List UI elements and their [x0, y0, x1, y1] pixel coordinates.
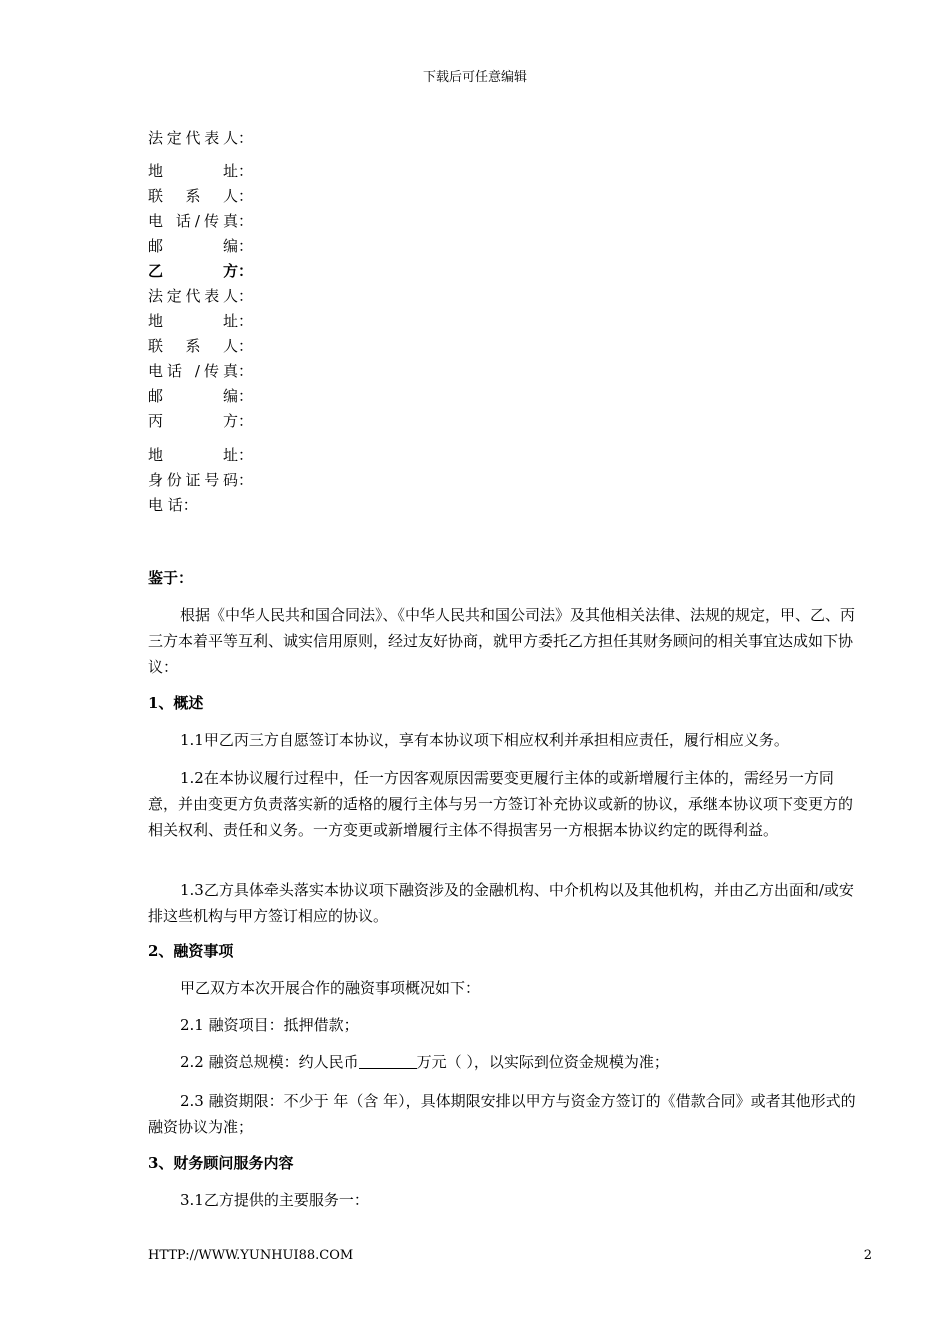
- field-label: 邮编: [148, 387, 238, 405]
- field-label: 地址: [148, 446, 238, 464]
- section-1-p1: 1.1甲乙丙三方自愿签订本协议，享有本协议项下相应权利并承担相应责任，履行相应义务。: [180, 731, 789, 749]
- section-2-title: 2、融资事项: [148, 942, 234, 960]
- section-3-p1: 3.1乙方提供的主要服务一：: [180, 1191, 369, 1209]
- party-field: 电 话：: [148, 496, 198, 514]
- field-label: 联系人: [148, 337, 238, 355]
- party-field: 地址：: [148, 159, 253, 184]
- field-label: 联系人: [148, 187, 238, 205]
- page-number: 2: [863, 1248, 872, 1263]
- page-header: 下载后可任意编辑: [422, 70, 527, 85]
- section-1-p3: 1.3乙方具体牵头落实本协议项下融资涉及的金融机构、中介机构以及其他机构，并由乙方出面和/或安排这些机构与甲方签订相应的协议。: [148, 881, 854, 925]
- section-1-title: 1、概述: [148, 694, 204, 712]
- party-a-block: [148, 126, 253, 151]
- party-field: 地址：: [148, 309, 253, 334]
- party-field: 邮编：: [148, 384, 253, 409]
- field-label: 法定代表人: [148, 287, 238, 305]
- party-field: 联系人：: [148, 184, 253, 209]
- party-c-title: 丙方：: [148, 409, 253, 434]
- amount-blank: [359, 1053, 417, 1069]
- party-field: 法定代表人：: [148, 284, 253, 309]
- party-field: 身份证号码：: [148, 468, 253, 493]
- section-3-title: 3、财务顾问服务内容: [148, 1154, 294, 1172]
- party-field: 电话 /传真：: [148, 359, 253, 384]
- field-label: 乙方: [148, 262, 238, 280]
- section-2-p1: 2.1 融资项目：抵押借款；: [180, 1016, 359, 1034]
- party-field: 联系人：: [148, 334, 253, 359]
- party-c-details: [148, 443, 253, 518]
- field-label: 电 话: [148, 496, 183, 514]
- field-label: 地址: [148, 312, 238, 330]
- section-2-p3: 2.3 融资期限：不少于 年（含 年），具体期限安排以甲方与资金方签订的《借款合同》或者其他形式的融资协议为准；: [148, 1092, 856, 1136]
- field-label: 身份证号码: [148, 471, 238, 489]
- whereas-title: 鉴于：: [148, 569, 194, 587]
- party-b-title: 乙方：: [148, 259, 253, 284]
- party-field: 地址：: [148, 443, 253, 468]
- section-2-intro: 甲乙双方本次开展合作的融资事项概况如下：: [180, 979, 481, 997]
- party-a-details: [148, 159, 253, 434]
- field-label: 电话 /传真: [148, 362, 238, 380]
- footer-url: HTTP://WWW.YUNHUI88.COM: [148, 1248, 354, 1263]
- field-label: 丙方: [148, 412, 238, 430]
- field-label: 电 话/传真: [148, 212, 238, 230]
- whereas-paragraph: 根据《中华人民共和国合同法》、《中华人民共和国公司法》及其他相关法律、法规的规定，甲、乙、丙三方本着平等互利、诚实信用原则，经过友好协商，就甲方委托乙方担任其财务顾问的相关事宜达成如下协议：: [148, 606, 856, 676]
- party-field: 邮编：: [148, 234, 253, 259]
- party-field: 电 话/传真：: [148, 209, 253, 234]
- section-2-p2: 2.2 融资总规模：约人民币 万元（ ），以实际到位资金规模为准；: [180, 1053, 669, 1071]
- field-label: 法定代表人: [148, 129, 238, 147]
- party-field: 法定代表人：: [148, 126, 253, 151]
- field-label: 地址: [148, 162, 238, 180]
- section-1-p2: 1.2在本协议履行过程中，任一方因客观原因需要变更履行主体的或新增履行主体的，需经另一方同意，并由变更方负责落实新的适格的履行主体与另一方签订补充协议或新的协议，承继本协议项下变更方的相关权利、责任和义务。一方变更或新增履行主体不得损害另一方根据本协议约定的既得利益。: [148, 769, 854, 839]
- field-label: 邮编: [148, 237, 238, 255]
